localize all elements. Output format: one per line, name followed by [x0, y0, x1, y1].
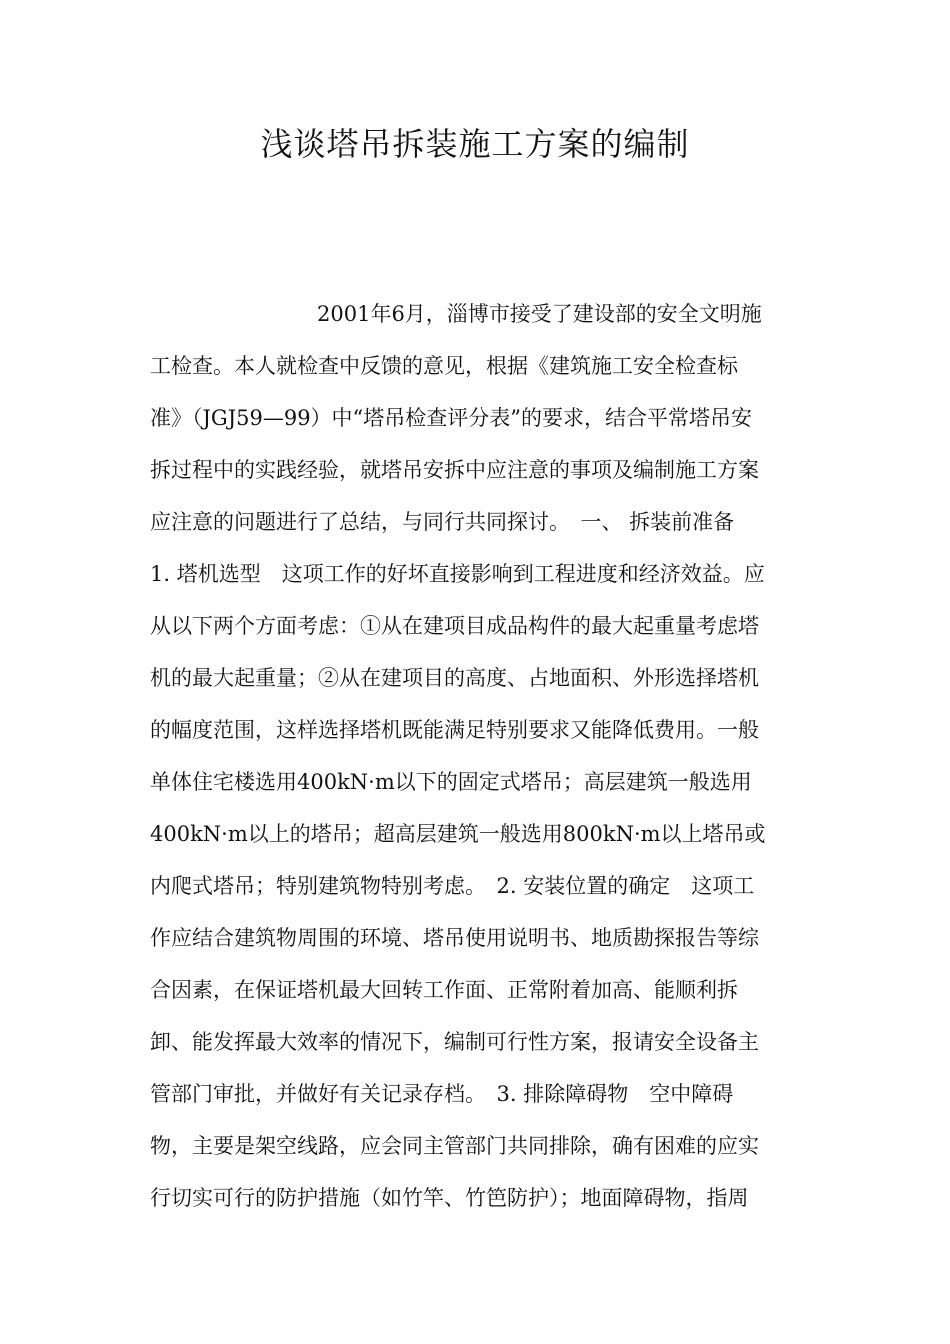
- body-line: 卸、能发挥最大效率的情况下，编制可行性方案，报请安全设备主: [150, 1030, 759, 1054]
- body-line: 行切实可行的防护措施（如竹竿、竹笆防护）；地面障碍物，指周: [150, 1186, 749, 1210]
- body-line: 合因素，在保证塔机最大回转工作面、正常附着加高、能顺利拆: [150, 978, 738, 1002]
- body-line: 400kN·m以上的塔吊；超高层建筑一般选用800kN·m以上塔吊或: [150, 822, 766, 846]
- body-line: 应注意的问题进行了总结，与同行共同探讨。 一、 拆装前准备: [150, 510, 735, 534]
- body-line: 工检查。本人就检查中反馈的意见，根据《建筑施工安全检查标: [150, 354, 738, 378]
- document-body: [150, 288, 802, 1224]
- body-line: 1. 塔机选型 这项工作的好坏直接影响到工程进度和经济效益。应: [150, 562, 765, 586]
- body-line: 2001年6月，淄博市接受了建设部的安全文明施: [317, 302, 762, 326]
- body-line: 管部门审批，并做好有关记录存档。 3. 排除障碍物 空中障碍: [150, 1082, 734, 1106]
- body-line: 物，主要是架空线路，应会同主管部门共同排除，确有困难的应实: [150, 1134, 759, 1158]
- document-title: 浅谈塔吊拆装施工方案的编制: [260, 125, 690, 163]
- body-line: 机的最大起重量；②从在建项目的高度、占地面积、外形选择塔机: [150, 666, 759, 690]
- body-line: 从以下两个方面考虑：①从在建项目成品构件的最大起重量考虑塔: [150, 614, 759, 638]
- body-line: 拆过程中的实践经验，就塔吊安拆中应注意的事项及编制施工方案: [150, 458, 759, 482]
- body-line: 准》（JGJ59—99）中“塔吊检查评分表”的要求，结合平常塔吊安: [150, 406, 753, 430]
- body-line: 内爬式塔吊；特别建筑物特别考虑。 2. 安装位置的确定 这项工: [150, 874, 755, 898]
- body-line: 作应结合建筑物周围的环境、塔吊使用说明书、地质勘探报告等综: [150, 926, 759, 950]
- body-line: 单体住宅楼选用400kN·m以下的固定式塔吊；高层建筑一般选用: [150, 770, 752, 794]
- body-line: 的幅度范围，这样选择塔机既能满足特别要求又能降低费用。一般: [150, 718, 759, 742]
